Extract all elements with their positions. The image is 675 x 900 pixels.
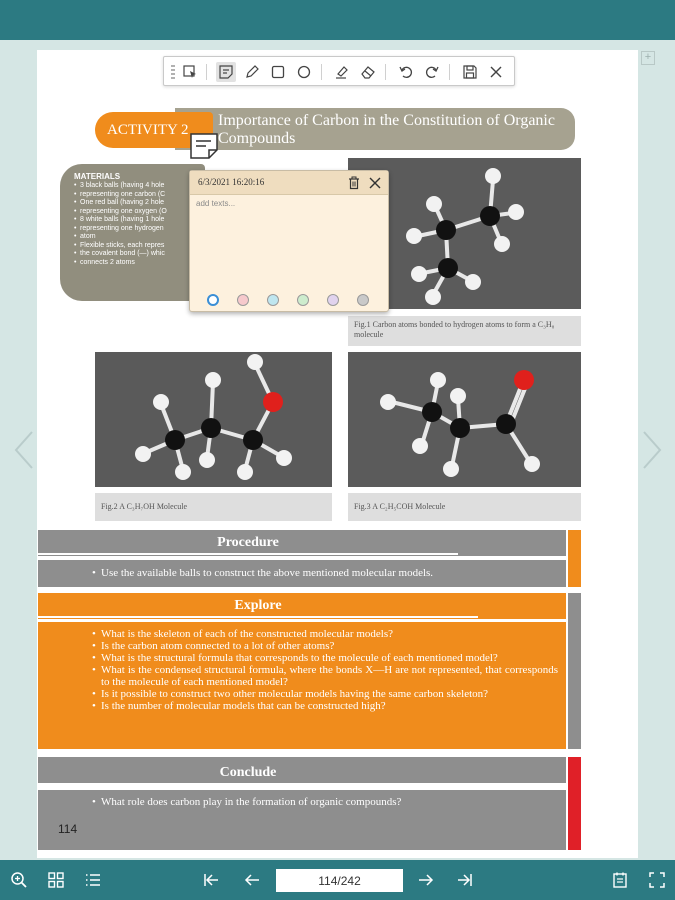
procedure-item: • Use the available balls to construct the above mentioned molecular models. [92,567,554,579]
materials-item: • 3 black balls (having 4 hole [74,182,199,191]
previous-page-button[interactable] [242,870,262,890]
note-tool-button[interactable] [216,62,236,82]
sticky-note-header[interactable] [190,171,388,195]
trash-icon [347,176,361,190]
previous-page-arrow-icon[interactable] [12,430,38,470]
close-icon [368,176,382,190]
explore-accent-stripe [568,593,581,749]
explore-list [92,628,558,712]
undo-icon [398,64,414,80]
note-color-swatch[interactable] [207,294,219,306]
explore-question: • What is the skeleton of each of the constructed molecular models? [92,628,558,640]
arrow-left-icon [243,871,261,889]
conclude-list [92,796,554,808]
materials-box [60,164,205,301]
redo-icon [424,64,440,80]
note-color-swatch[interactable] [267,294,279,306]
explore-question: • Is the carbon atom connected to a lot of other atoms? [92,640,558,652]
materials-list [74,182,199,267]
sticky-note-icon [218,64,234,80]
notes-list-button[interactable] [610,870,630,890]
toolbar-divider [206,64,207,80]
pen-tool-button[interactable] [242,62,262,82]
rectangle-tool-button[interactable] [268,62,288,82]
procedure-body [38,560,566,587]
procedure-list [92,567,554,579]
next-page-arrow-icon[interactable] [638,430,664,470]
notepad-icon [611,871,629,889]
figure-2-caption: Fig.2 A C₃H₇OH Molecule [95,493,332,521]
explore-question: • What is the condensed structural formula, where the bonds X—H are not represented, that corresponds to the molecule of each mentioned model? [92,664,558,688]
note-color-swatch[interactable] [357,294,369,306]
figure-1-caption: Fig.1 Carbon atoms bonded to hydrogen atoms to form a C₃H₈ molecule [348,316,581,346]
conclude-heading-underline [38,783,458,785]
list-icon [84,871,102,889]
sticky-note-timestamp: 6/3/2021 16:20:16 [198,177,265,187]
toolbar-divider [385,64,386,80]
redo-tool-button[interactable] [422,62,442,82]
materials-item: • One red ball (having 2 hole [74,199,199,208]
materials-item: • atom [74,233,199,242]
cursor-select-icon [182,64,198,80]
sticky-note-popup [189,170,389,312]
materials-title: MATERIALS [74,172,121,181]
first-page-icon [202,871,220,889]
fullscreen-button[interactable] [647,870,667,890]
toolbar-divider [449,64,450,80]
table-of-contents-button[interactable] [83,870,103,890]
note-color-swatch[interactable] [327,294,339,306]
page-number-input[interactable] [276,869,403,892]
note-color-swatch[interactable] [297,294,309,306]
procedure-heading: Procedure [217,535,279,550]
figure-3-photo [348,352,581,487]
next-page-button[interactable] [416,870,436,890]
conclude-question: • What role does carbon play in the formation of organic compounds? [92,796,554,808]
fullscreen-icon [648,871,666,889]
pencil-icon [244,64,260,80]
activity-title: Importance of Carbon in the Constitution of Organic Compounds [218,112,555,147]
last-page-icon [456,871,474,889]
last-page-button[interactable] [455,870,475,890]
explore-heading-underline [38,616,478,618]
explore-heading: Explore [234,598,282,613]
save-tool-button[interactable] [460,62,480,82]
select-tool-button[interactable] [180,62,200,82]
materials-item: • representing one carbon (C [74,191,199,200]
sticky-note-marker-icon[interactable] [190,133,218,159]
close-note-button[interactable] [368,176,382,190]
arrow-right-icon [417,871,435,889]
figure-2-photo [95,352,332,487]
materials-item: • representing one oxygen (O [74,208,199,217]
thumbnails-button[interactable] [46,870,66,890]
circle-icon [296,64,312,80]
eraser-icon [360,64,376,80]
ellipse-tool-button[interactable] [294,62,314,82]
toolbar-divider [321,64,322,80]
figure-3-caption: Fig.3 A C₂H₅COH Molecule [348,493,581,521]
conclude-heading: Conclude [219,765,277,780]
materials-item: • connects 2 atoms [74,259,199,268]
explore-body [38,622,566,749]
explore-question: • What is the structural formula that corresponds to the molecule of each mentioned model? [92,652,558,664]
activity-badge: ACTIVITY 2 [95,112,213,148]
delete-note-button[interactable] [347,176,361,190]
materials-item: • Flexible sticks, each repres [74,242,199,251]
page-number: 114 [58,822,78,836]
eraser-tool-button[interactable] [358,62,378,82]
explore-question: • Is it possible to construct two other molecular models having the same carbon skeleton? [92,688,558,700]
close-tool-button[interactable] [486,62,506,82]
toolbar-grip[interactable] [171,64,172,80]
add-page-icon[interactable]: + [641,51,655,65]
grid-icon [47,871,65,889]
close-icon [488,64,504,80]
highlighter-icon [334,64,350,80]
rectangle-icon [270,64,286,80]
note-text-input[interactable] [196,199,382,289]
procedure-accent-stripe [568,530,581,587]
undo-tool-button[interactable] [396,62,416,82]
materials-item: • 8 white balls (having 1 hole [74,216,199,225]
annotation-toolbar [163,56,515,86]
explore-question: • Is the number of molecular models that can be constructed high? [92,700,558,712]
zoom-in-icon [10,871,28,889]
note-color-swatch[interactable] [237,294,249,306]
materials-item: • representing one hydrogen [74,225,199,234]
conclude-accent-stripe [568,757,581,850]
highlighter-tool-button[interactable] [332,62,352,82]
procedure-heading-underline [38,553,458,555]
materials-item: • the covalent bond (—) whic [74,250,199,259]
conclude-body [38,790,566,850]
top-bar [0,0,675,40]
save-icon [462,64,478,80]
zoom-button[interactable] [9,870,29,890]
first-page-button[interactable] [201,870,221,890]
